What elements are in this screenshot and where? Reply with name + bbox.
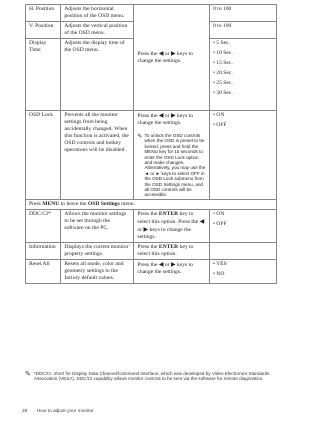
- item-desc: Displays the current monitor property settings.: [61, 242, 134, 259]
- item-desc: Adjusts the vertical position of the OSD menu.: [61, 22, 134, 39]
- leave-menu-instruction: Press MENU to leave the OSD Settings menu.: [26, 199, 277, 209]
- item-name: Information: [26, 242, 61, 259]
- item-name: Display Time: [26, 39, 61, 111]
- table-row: [26, 259, 277, 283]
- item-range: 0 to 100: [209, 5, 276, 22]
- note: ✎ To unlock the OSD controls when the OSD is preset to be locked, press and hold the MENU key for 15 seconds to enter the OSD Lock option and make changes. Alternatively, you may use the ◄ or ► keys to select OFF in the OSD Lock submenu from the OSD Settings menu, and all OSD controls will be accessible.: [137, 133, 206, 198]
- table-row: [26, 111, 277, 200]
- note-pencil-icon: ✎: [25, 370, 31, 378]
- right-arrow-icon: ▶: [170, 50, 176, 57]
- item-action: Press the ENTER key to select this option.: [134, 242, 210, 259]
- page-title: How to adjust your monitor: [36, 409, 94, 414]
- item-options: • ON • OFF: [209, 209, 276, 242]
- table-row: [26, 242, 277, 259]
- item-desc: Prevents all the monitor settings from being accidentally changed. When this function is activated, the OSD controls and hotkey operations will be disabled.: [61, 111, 134, 200]
- right-arrow-icon: ▶: [170, 112, 176, 119]
- left-arrow-icon: ◀: [158, 260, 164, 268]
- item-desc: Resets all mode, color and geometry settings to the factory default values.: [61, 259, 134, 283]
- item-options: • 5 Sec. • 10 Sec. • 15 Sec. • 20 Sec. • 25 Sec. • 30 Sec.: [209, 39, 276, 111]
- item-name: DDC/CI*: [26, 209, 61, 242]
- item-action: Press the ◀ or ▶ keys to change the settings.: [134, 5, 210, 111]
- item-options: • YES • NO: [209, 259, 276, 283]
- left-arrow-icon: ◀: [199, 217, 205, 225]
- item-range: 0 to 100: [209, 22, 276, 39]
- left-arrow-icon: ◀: [158, 50, 164, 57]
- item-options: • ON • OFF: [209, 111, 276, 200]
- page-footer: [22, 409, 102, 414]
- item-desc: Adjusts the horizontal position of the OSD menu.: [61, 5, 134, 22]
- item-action: Press the ◀ or ▶ keys to change the settings. ✎ To unlock the OSD controls when the OSD is preset to be locked, press and hold the MENU key for 15 seconds to enter the OSD Lock option and make changes. Alternatively, you may use the ◄ or ► keys to select OFF in the OSD Lock submenu from the OSD Settings menu, and all OSD controls will be accessible.: [134, 111, 210, 200]
- item-desc: Allows the monitor settings to be set through the software on the PC.: [61, 209, 134, 242]
- note-pencil-icon: ✎: [137, 133, 143, 140]
- right-arrow-icon: ▶: [170, 260, 176, 268]
- item-name: H. Position: [26, 5, 61, 22]
- item-desc: Adjusts the display time of the OSD menu.: [61, 39, 134, 111]
- table-row: [26, 209, 277, 242]
- item-name: Reset All: [26, 259, 61, 283]
- table-row: [26, 199, 277, 209]
- right-arrow-icon: ▶: [143, 225, 149, 233]
- item-options: [209, 242, 276, 259]
- page-number: 28: [22, 409, 28, 414]
- footnote: ✎ *DDC/CI, short for Display Data Channel/Command Interface, which was developed by Video Electronics Standards Association (VESA). DDC/CI capability allows monitor controls to be sent via the software for remote diagnostics.: [25, 370, 270, 382]
- osd-settings-table: [25, 4, 277, 284]
- item-name: OSD Lock: [26, 111, 61, 200]
- item-name: V. Position: [26, 22, 61, 39]
- table-row: [26, 5, 277, 22]
- left-arrow-icon: ◀: [158, 112, 164, 119]
- item-action: Press the ◀ or ▶ keys to change the settings.: [134, 259, 210, 283]
- item-action: Press the ENTER key to select this option. Press the ◀ or ▶ keys to change the settings.: [134, 209, 210, 242]
